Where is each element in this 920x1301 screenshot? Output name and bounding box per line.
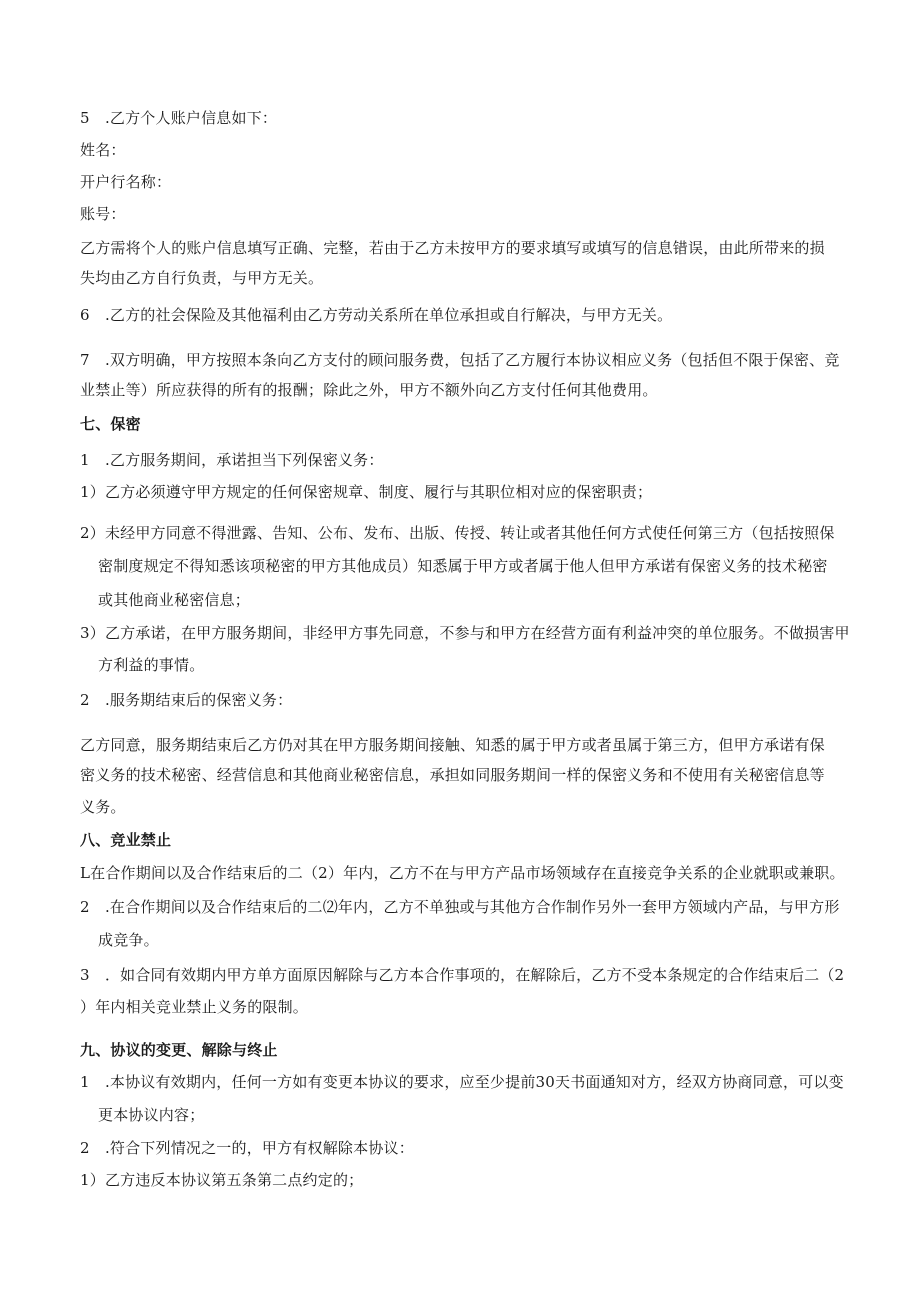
clause-6-7-line-2: 业禁止等）所应获得的所有的报酬；除此之外，甲方不额外向乙方支付任何其他费用。 (80, 381, 658, 399)
section-9-heading: 九、协议的变更、解除与终止 (80, 1041, 278, 1059)
clause-8-1: L在合作期间以及合作结束后的二（2）年内，乙方不在与甲方产品市场领域存在直接竞争关系的企业就职或兼职。 (80, 864, 845, 882)
clause-7-2: 2 .服务期结束后的保密义务： (80, 691, 293, 709)
clause-9-1-line-1: 1 .本协议有效期内，任何一方如有变更本协议的要求，应至少提前30天书面通知对方，经双方协商同意，可以变 (80, 1073, 844, 1091)
clause-8-3-line-1: 3 ．如合同有效期内甲方单方面原因解除与乙方本合作事项的，在解除后，乙方不受本条规定的合作结束后二（2 (80, 966, 845, 984)
clause-8-2-line-2: 成竞争。 (98, 931, 159, 949)
section-7-heading: 七、保密 (80, 415, 141, 433)
clause-7-1-item-1: 1）乙方必须遵守甲方规定的任何保密规章、制度、履行与其职位相对应的保密职责； (80, 483, 653, 501)
clause-6-5-title: 5 .乙方个人账户信息如下： (80, 109, 278, 127)
clause-7-1-item-2-line-2: 密制度规定不得知悉该项秘密的甲方其他成员）知悉属于甲方或者属于他人但甲方承诺有保密义务的技术秘密 (98, 557, 828, 575)
account-number-label: 账号： (80, 205, 126, 223)
clause-7-2-text-line-1: 乙方同意，服务期结束后乙方仍对其在甲方服务期间接触、知悉的属于甲方或者虽属于第三方，但甲方承诺有保 (80, 736, 825, 754)
account-name-label: 姓名： (80, 141, 126, 159)
clause-7-1: 1 .乙方服务期间，承诺担当下列保密义务： (80, 451, 384, 469)
bank-name-label: 开户行名称： (80, 173, 172, 191)
clause-9-1-line-2: 更本协议内容； (98, 1106, 205, 1124)
clause-6-7-line-1: 7 .双方明确，甲方按照本条向乙方支付的顾问服务费，包括了乙方履行本协议相应义务（包括但不限于保密、竞 (80, 351, 840, 369)
clause-7-1-item-3-line-2: 方利益的事情。 (98, 656, 205, 674)
section-8-heading: 八、竞业禁止 (80, 831, 172, 849)
clause-7-1-item-2-line-3: 或其他商业秘密信息； (98, 591, 251, 609)
clause-8-3-line-2: ）年内相关竞业禁止义务的限制。 (80, 998, 309, 1016)
account-info-note-line-2: 失均由乙方自行负责，与甲方无关。 (80, 269, 324, 287)
clause-7-2-text-line-2: 密义务的技术秘密、经营信息和其他商业秘密信息，承担如同服务期间一样的保密义务和不使用有关秘密信息等 (80, 766, 825, 784)
clause-9-2: 2 .符合下列情况之一的，甲方有权解除本协议： (80, 1139, 414, 1157)
clause-6-6: 6 .乙方的社会保险及其他福利由乙方劳动关系所在单位承担或自行解决，与甲方无关。 (80, 306, 673, 324)
clause-7-2-text-line-3: 义务。 (80, 798, 126, 816)
clause-8-2-line-1: 2 .在合作期间以及合作结束后的二⑵年内，乙方不单独或与其他方合作制作另外一套甲方领域内产品，与甲方形 (80, 898, 840, 916)
clause-7-1-item-2-line-1: 2）未经甲方同意不得泄露、告知、公布、发布、出版、传授、转让或者其他任何方式使任何第三方（包括按照保 (80, 524, 835, 542)
clause-7-1-item-3-line-1: 3）乙方承诺，在甲方服务期间，非经甲方事先同意，不参与和甲方在经营方面有利益冲突的单位服务。不做损害甲 (80, 624, 850, 642)
account-info-note-line-1: 乙方需将个人的账户信息填写正确、完整，若由于乙方未按甲方的要求填写或填写的信息错误，由此所带来的损 (80, 239, 825, 257)
clause-9-2-item-1: 1）乙方违反本协议第五条第二点约定的； (80, 1171, 364, 1189)
